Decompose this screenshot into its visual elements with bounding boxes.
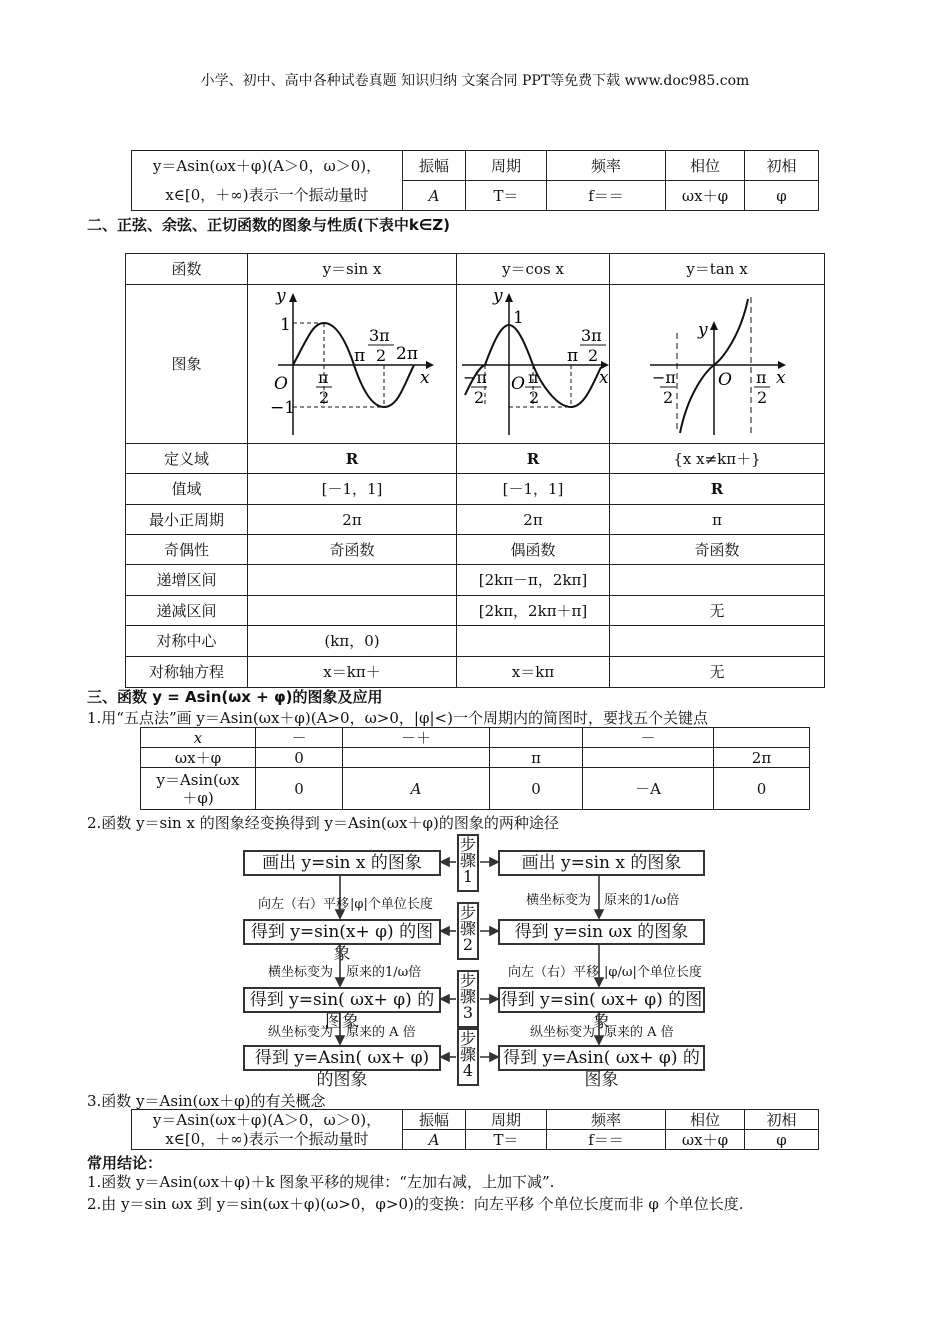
t4-val-frequency: f＝＝ xyxy=(547,1130,666,1150)
flow-right-label-1a: 横坐标变为 xyxy=(526,893,592,908)
flow-left-box-4: 得到 y=Asin( ωx+ φ) 的图象 xyxy=(243,1045,441,1071)
t4-val-amplitude: A xyxy=(403,1130,466,1150)
t2-head-tan: y＝tan x xyxy=(610,254,825,285)
flow-left-label-2b: 原来的1/ω倍 xyxy=(346,965,422,980)
t2-graph-label: 图象 xyxy=(126,285,248,444)
flow-step-3: 步骤3 xyxy=(457,970,479,1028)
t2-r7-tan: 无 xyxy=(610,657,825,688)
conclusion-2: 2.由 y＝sin ωx 到 y＝sin(ωx＋φ)(ω>0，φ>0)的变换：向左平移 个单位长度而非 φ 个单位长度. xyxy=(87,1195,744,1213)
t3-r2-c0: y＝Asin(ωx＋φ) xyxy=(141,768,256,810)
flow-right-box-4: 得到 y=Asin( ωx+ φ) 的图象 xyxy=(498,1045,705,1071)
sin-3pi-half-den: 2 xyxy=(376,346,387,365)
t2-head-sin: y＝sin x xyxy=(248,254,457,285)
t3-r0-c4: － xyxy=(583,728,714,748)
t2-r3-cos: 偶函数 xyxy=(457,535,610,565)
t3-r1-c3: π xyxy=(490,748,583,768)
sin-2pi-label: 2π xyxy=(396,344,418,364)
flow-left-label-2a: 横坐标变为 xyxy=(268,965,334,980)
cos-3pi-half-num: 3π xyxy=(581,326,602,345)
t4-head-amplitude: 振幅 xyxy=(403,1110,466,1130)
t2-r1-sin: [－1，1] xyxy=(248,474,457,505)
t4-left-line2: x∈[0，＋∞)表示一个振动量时 xyxy=(132,1130,403,1150)
sin-origin-label: O xyxy=(274,374,288,394)
t1-head-period: 周期 xyxy=(466,151,547,181)
t2-r1-cos: [－1，1] xyxy=(457,474,610,505)
t3-r2-c3: 0 xyxy=(490,768,583,810)
cos-neg-pi-half-den: 2 xyxy=(474,388,485,407)
sin-pi-half-num: π xyxy=(318,368,329,387)
flow-left-box-3: 得到 y=sin( ωx+ φ) 的图象 xyxy=(243,987,441,1013)
sin-x-label: x xyxy=(420,368,430,388)
item-1-text: 1.用“五点法”画 y＝Asin(ωx＋φ)(A>0，ω>0，|φ|<)一个周期内的简图时，要找五个关键点 xyxy=(87,709,708,727)
flow-right-label-3a: 纵坐标变为 xyxy=(530,1025,596,1040)
flow-left-label-3b: 原来的 A 倍 xyxy=(346,1025,416,1040)
flow-step-2: 步骤2 xyxy=(457,902,479,960)
t4-head-frequency: 频率 xyxy=(547,1110,666,1130)
t2-r5-label: 递减区间 xyxy=(126,596,248,626)
t2-r6-label: 对称中心 xyxy=(126,626,248,657)
tan-pi-half-num: π xyxy=(756,368,767,387)
flow-left-label-1a: 向左（右）平移 xyxy=(258,897,350,912)
t4-val-period: T＝ xyxy=(466,1130,547,1150)
t2-r4-cos: [2kπ－π，2kπ] xyxy=(457,565,610,596)
flow-left-box-1: 画出 y=sin x 的图象 xyxy=(243,850,441,876)
t2-r3-tan: 奇函数 xyxy=(610,535,825,565)
flow-left-label-3a: 纵坐标变为 xyxy=(268,1025,334,1040)
flow-right-box-1: 画出 y=sin x 的图象 xyxy=(498,850,705,876)
tan-x-label: x xyxy=(776,368,786,388)
t2-r7-cos: x＝kπ xyxy=(457,657,610,688)
section-3-title: 三、函数 y = Asin(ωx + φ)的图象及应用 xyxy=(87,688,383,706)
t1-head-amplitude: 振幅 xyxy=(403,151,466,181)
t3-r0-c0: x xyxy=(141,728,256,748)
t1-val-phase: ωx＋φ xyxy=(666,181,745,211)
t1-head-frequency: 频率 xyxy=(547,151,666,181)
tan-neg-pi-half-den: 2 xyxy=(663,388,674,407)
sin-3pi-half-num: 3π xyxy=(369,326,390,345)
t2-head-func: 函数 xyxy=(126,254,248,285)
conclusion-1: 1.函数 y＝Asin(ωx＋φ)＋k 图象平移的规律：“左加右减，上加下减”. xyxy=(87,1173,555,1191)
t3-r2-c4: －A xyxy=(583,768,714,810)
t2-head-cos: y＝cos x xyxy=(457,254,610,285)
t3-r2-c2: A xyxy=(343,768,490,810)
t3-r1-c5: 2π xyxy=(714,748,810,768)
t1-left-line2: x∈[0，＋∞)表示一个振动量时 xyxy=(132,181,403,211)
t2-r4-label: 递增区间 xyxy=(126,565,248,596)
flow-right-box-3: 得到 y=sin( ωx+ φ) 的图象 xyxy=(498,987,705,1013)
item-2-text: 2.函数 y＝sin x 的图象经变换得到 y＝Asin(ωx＋φ)的图象的两种途径 xyxy=(87,814,559,832)
t4-val-phase: ωx＋φ xyxy=(666,1130,745,1150)
section-2-title: 二、正弦、余弦、正切函数的图象与性质(下表中k∈Z) xyxy=(87,216,451,234)
page-header: 小学、初中、高中各种试卷真题 知识归纳 文案合同 PPT等免费下载 www.doc985.com xyxy=(200,73,750,89)
t4-head-phase: 相位 xyxy=(666,1110,745,1130)
conclusion-title: 常用结论： xyxy=(87,1154,163,1172)
t4-left-line1: y＝Asin(ωx＋φ)(A＞0，ω＞0)， xyxy=(132,1110,403,1130)
cos-neg-pi-half-num: −π xyxy=(463,368,487,387)
sin-y-label: y xyxy=(276,286,286,306)
flow-right-box-2: 得到 y=sin ωx 的图象 xyxy=(498,919,705,945)
t2-r2-sin: 2π xyxy=(248,505,457,535)
cos-pi-label: π xyxy=(567,346,579,366)
cos-pi-half-num: π xyxy=(528,368,539,387)
t2-r6-sin: (kπ，0) xyxy=(248,626,457,657)
flow-right-label-2a: 向左（右）平移 xyxy=(508,965,600,980)
cos-one-label: 1 xyxy=(513,308,524,328)
t3-r1-c0: ωx＋φ xyxy=(141,748,256,768)
t2-r3-sin: 奇函数 xyxy=(248,535,457,565)
cos-3pi-half-den: 2 xyxy=(588,346,599,365)
t2-r1-label: 值域 xyxy=(126,474,248,505)
flow-right-label-1b: 原来的1/ω倍 xyxy=(604,893,680,908)
t2-r5-tan: 无 xyxy=(610,596,825,626)
t3-r2-c1: 0 xyxy=(256,768,343,810)
t2-r1-tan: R xyxy=(610,474,825,505)
cos-pi-half-den: 2 xyxy=(529,388,540,407)
concept-table-bottom xyxy=(131,1109,819,1150)
t2-r0-tan: {x x≠kπ＋} xyxy=(610,444,825,474)
t1-val-period: T＝ xyxy=(466,181,547,211)
flow-step-1: 步骤1 xyxy=(457,834,479,892)
t2-r5-cos: [2kπ，2kπ＋π] xyxy=(457,596,610,626)
flow-step-4: 步骤4 xyxy=(457,1028,479,1086)
t4-head-initial-phase: 初相 xyxy=(745,1110,819,1130)
flow-right-label-3b: 原来的 A 倍 xyxy=(604,1025,674,1040)
t2-r0-cos: R xyxy=(457,444,610,474)
t1-val-frequency: f＝＝ xyxy=(547,181,666,211)
cos-x-label: x xyxy=(599,368,609,388)
t1-head-phase: 相位 xyxy=(666,151,745,181)
t4-head-period: 周期 xyxy=(466,1110,547,1130)
t1-head-initial-phase: 初相 xyxy=(745,151,819,181)
flow-right-label-2b: |φ/ω|个单位长度 xyxy=(604,965,702,980)
t2-r7-label: 对称轴方程 xyxy=(126,657,248,688)
tan-neg-pi-half-num: −π xyxy=(652,368,676,387)
tan-origin-label: O xyxy=(718,370,732,390)
t3-r0-c1: － xyxy=(256,728,343,748)
sin-neg-one-label: −1 xyxy=(270,398,296,418)
t2-r3-label: 奇偶性 xyxy=(126,535,248,565)
tan-pi-half-den: 2 xyxy=(757,388,768,407)
sin-one-label: 1 xyxy=(280,315,291,335)
t3-r1-c1: 0 xyxy=(256,748,343,768)
flow-left-label-1b: |φ|个单位长度 xyxy=(350,897,433,912)
t3-r0-c2: －＋ xyxy=(343,728,490,748)
item-3-text: 3.函数 y＝Asin(ωx＋φ)的有关概念 xyxy=(87,1092,326,1110)
t2-r7-sin: x＝kπ＋ xyxy=(248,657,457,688)
t2-r2-cos: 2π xyxy=(457,505,610,535)
t2-r2-label: 最小正周期 xyxy=(126,505,248,535)
t4-val-initial-phase: φ xyxy=(745,1130,819,1150)
t2-r0-label: 定义域 xyxy=(126,444,248,474)
tan-y-label: y xyxy=(698,320,708,340)
sin-pi-half-den: 2 xyxy=(319,388,330,407)
cos-y-label: y xyxy=(493,286,503,306)
t1-val-initial-phase: φ xyxy=(745,181,819,211)
t2-r2-tan: π xyxy=(610,505,825,535)
t1-val-amplitude: A xyxy=(403,181,466,211)
cos-origin-label: O xyxy=(511,374,525,394)
t3-r2-c5: 0 xyxy=(714,768,810,810)
t2-r0-sin: R xyxy=(248,444,457,474)
t1-left-line1: y＝Asin(ωx＋φ)(A＞0，ω＞0)， xyxy=(132,151,403,181)
flow-left-box-2: 得到 y=sin(x+ φ) 的图象 xyxy=(243,919,441,945)
sin-pi-label: π xyxy=(354,346,366,366)
